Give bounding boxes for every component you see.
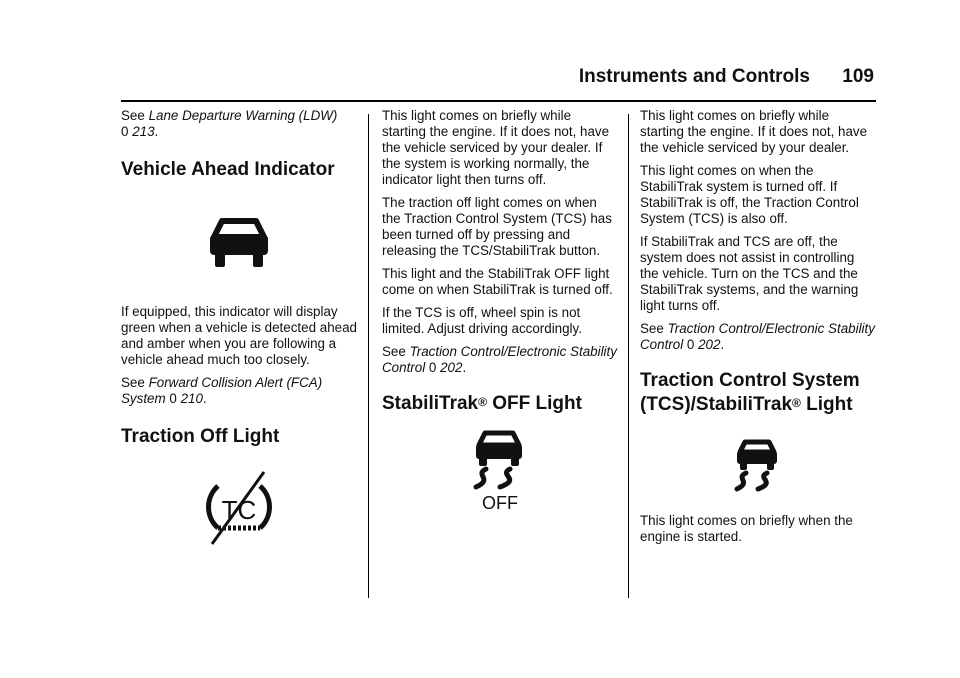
stabilitrak-off-heading: StabiliTrak® OFF Light — [382, 393, 582, 414]
fca-reference: See Forward Collision Alert (FCA) System 0 210. — [121, 375, 323, 406]
col3-paragraph-1: This light comes on briefly while starting the engine. If it does not, have the vehicle serviced by your dealer. — [640, 108, 868, 155]
col2-paragraph-3: This light and the StabiliTrak OFF light come on when StabiliTrak is turned off. — [382, 266, 613, 297]
ldw-link[interactable]: Lane Departure Warning (LDW) — [148, 108, 338, 123]
col2-paragraph-2: The traction off light comes on when the Traction Control System (TCS) has been turned off by pressing and releasing the TCS/StabiliTrak button. — [382, 195, 612, 258]
tcs-link[interactable]: Traction Control/Electronic Stability Control — [382, 344, 617, 375]
column-1 — [121, 108, 357, 567]
page-number: 109 — [842, 66, 874, 87]
page-arrow-icon: 0 — [686, 337, 695, 352]
fca-link[interactable]: Forward Collision Alert (FCA) System — [121, 375, 323, 406]
header-rule — [121, 100, 876, 102]
ldw-reference: See Lane Departure Warning (LDW) 0 213. — [121, 108, 338, 139]
column-3 — [640, 108, 876, 552]
stabilitrak-figure — [640, 417, 876, 513]
vehicle-ahead-icon — [208, 217, 270, 269]
traction-off-figure — [121, 449, 357, 567]
column-2 — [382, 108, 618, 526]
column-divider-1 — [368, 114, 369, 598]
col2-paragraph-4: If the TCS is off, wheel spin is not limited. Adjust driving accordingly. — [382, 305, 582, 336]
stabilitrak-off-icon — [470, 429, 530, 513]
traction-off-icon — [204, 468, 274, 548]
col3-paragraph-4: This light comes on briefly when the engine is started. — [640, 513, 853, 544]
vehicle-ahead-body: If equipped, this indicator will display green when a vehicle is detected ahead and amber when you are following a vehicle ahead much too closely. — [121, 304, 357, 367]
page-arrow-icon: 0 — [428, 360, 437, 375]
col2-tcs-reference: See Traction Control/Electronic Stability Control 0 202. — [382, 344, 617, 375]
off-label: OFF — [482, 493, 518, 513]
col2-paragraph-1: This light comes on briefly while starting the engine. If it does not, have the vehicle serviced by your dealer. If the system is working normally, the indicator light then turns off. — [382, 108, 610, 187]
vehicle-ahead-heading: Vehicle Ahead Indicator — [121, 159, 335, 180]
page-header-title: Instruments and Controls — [578, 66, 810, 87]
tcs-stabilitrak-heading: Traction Control System (TCS)/StabiliTrak® Light — [640, 370, 860, 415]
col3-paragraph-3: If StabiliTrak and TCS are off, the system does not assist in controlling the vehicle. Turn on the TCS and the StabiliTrak systems, and the warning light turns off. — [640, 234, 859, 313]
page-arrow-icon: 0 — [121, 124, 129, 139]
tcs-link[interactable]: Traction Control/Electronic Stability Control — [640, 321, 875, 352]
page-arrow-icon: 0 — [169, 391, 177, 406]
tcs-page-link[interactable]: 202 — [698, 337, 721, 352]
vehicle-ahead-figure — [121, 182, 357, 304]
col3-paragraph-2: This light comes on when the StabiliTrak system is turned off. If StabiliTrak is off, the Traction Control System (TCS) is also off. — [640, 163, 859, 226]
fca-page-link[interactable]: 210 — [180, 391, 203, 406]
stabilitrak-icon — [732, 438, 784, 492]
tcs-page-link[interactable]: 202 — [440, 360, 463, 375]
stabilitrak-off-figure — [382, 416, 618, 526]
tc-label: TC — [221, 495, 257, 525]
column-divider-2 — [628, 114, 629, 598]
ldw-page-link[interactable]: 213 — [132, 124, 155, 139]
traction-off-heading: Traction Off Light — [121, 426, 280, 447]
col3-tcs-reference: See Traction Control/Electronic Stability Control 0 202. — [640, 321, 875, 352]
